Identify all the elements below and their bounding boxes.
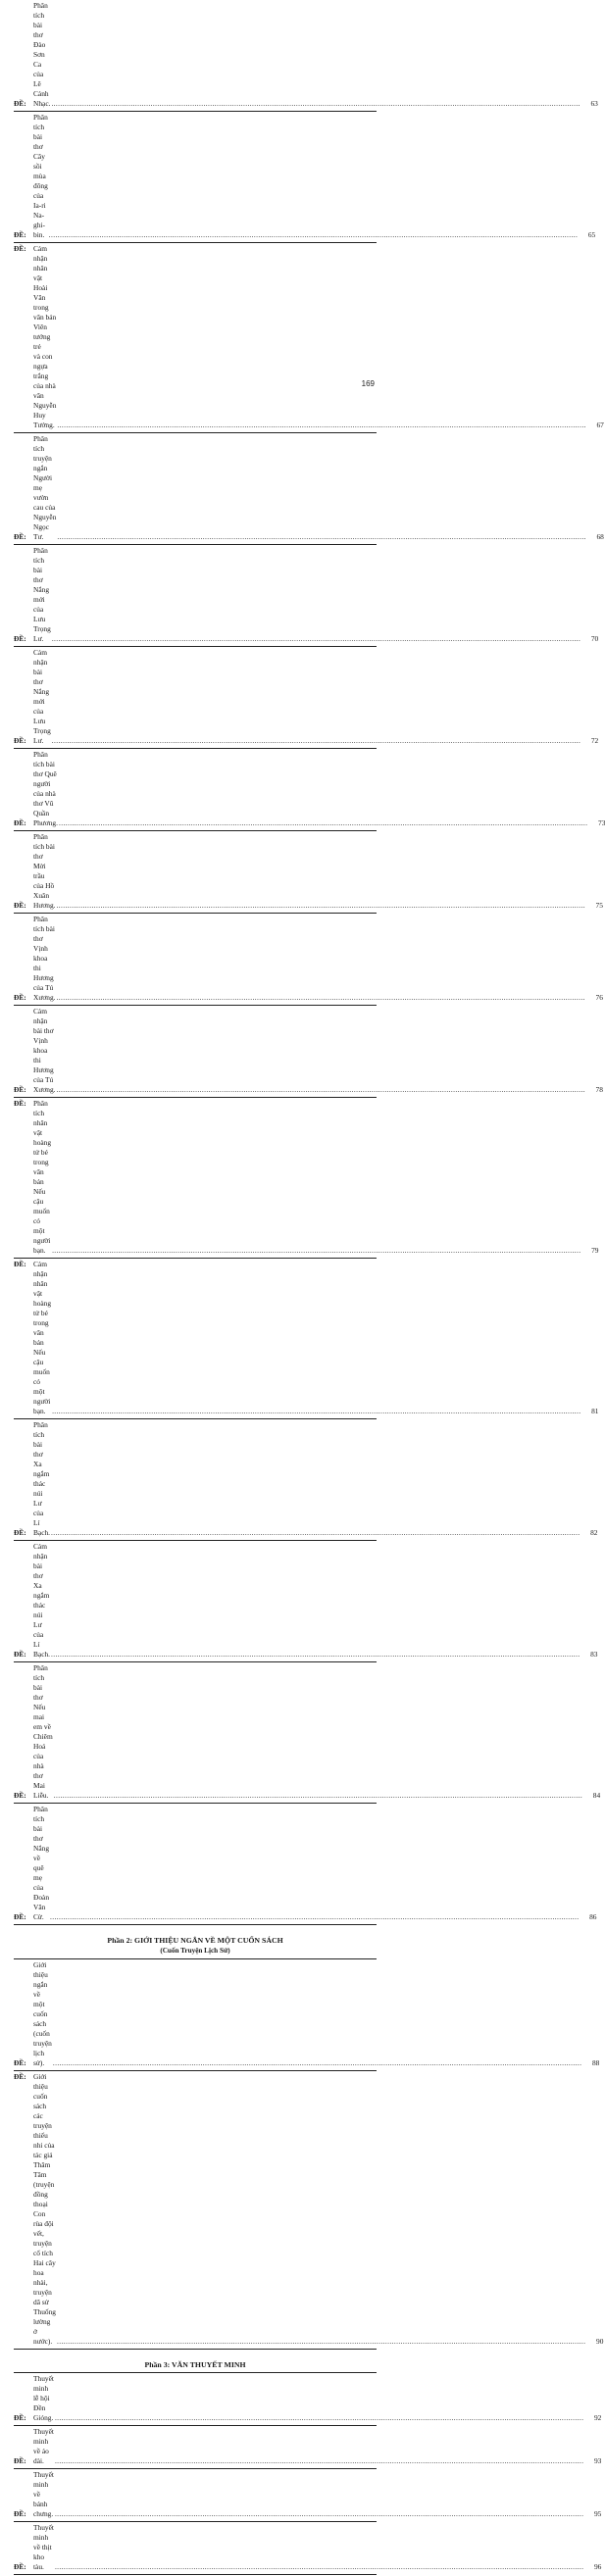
toc-entry [14, 546, 599, 644]
toc-entry [14, 1007, 603, 1095]
entry-title-line: Phân tích bài thơ Xa ngắm thác núi Lư của Lí Bạch. [33, 1420, 51, 1537]
divider [14, 2425, 377, 2426]
entry-body [33, 113, 596, 240]
entry-title [33, 434, 56, 542]
entry-page-number: 63 [590, 99, 598, 108]
entry-title [33, 1260, 51, 1416]
entry-title-line: Phân tích bài thơ Nếu mai em về Chiêm Hoá của nhà thơ Mai Liễu. [33, 1663, 53, 1800]
entry-title-line: Giới thiệu cuốn sách các truyện thiếu nhi của tác giả Thâm Tâm [33, 2072, 55, 2179]
entry-label: ĐỀ: [14, 901, 26, 910]
entry-title-line: Giới thiệu ngắn về một cuốn sách (cuốn truyện lịch sử). [33, 1960, 52, 2067]
divider [14, 2468, 377, 2469]
toc-entry [14, 1542, 598, 1660]
dot-leader [57, 421, 585, 430]
entry-title-line: Phân tích bài thơ Nắng mới của Lưu Trọng Lư. [33, 546, 51, 643]
entry-title [33, 2523, 54, 2572]
entry-title-line: Phân tích truyện ngắn Người mẹ vườn cau của Nguyễn Ngọc Tư. [33, 434, 57, 541]
divider [14, 1661, 377, 1662]
entry-body [33, 1099, 599, 1256]
toc-entry [14, 2470, 602, 2519]
entry-title [33, 2427, 54, 2466]
entry-body [33, 2523, 602, 2572]
part2-title: Phần 2: GIỚI THIỆU NGẮN VỀ MỘT CUỐN SÁCH [107, 1936, 283, 1945]
entry-page-number: 88 [591, 2058, 600, 2067]
entry-page-number: 96 [593, 2562, 602, 2571]
toc-entries-part2 [14, 1960, 604, 2350]
table-of-contents [14, 1, 605, 2576]
toc-entry [14, 2374, 602, 2423]
toc-entry [14, 832, 603, 911]
divider [14, 1258, 377, 1259]
entry-title-line: Thuyết minh về thịt kho tàu. [33, 2523, 54, 2571]
entry-body [33, 546, 599, 644]
entry-page-number: 76 [595, 993, 603, 1002]
entry-title-line: Cảm nhận bài thơ Xa ngắm thác núi Lư của Lí Bạch. [33, 1542, 51, 1659]
toc-entry [14, 1260, 599, 1416]
entry-label: ĐỀ: [14, 244, 26, 253]
entry-title-line: Phân tích bài thơ Đào Sơn Ca của Lê Cảnh Nhạc. [33, 1, 51, 108]
entry-body [33, 2470, 602, 2519]
entry-page-number: 95 [593, 2509, 602, 2518]
divider [14, 1803, 377, 1804]
entry-body [33, 648, 599, 746]
entry-page-number: 93 [593, 2456, 602, 2465]
entry-title [33, 1, 50, 109]
divider [14, 913, 377, 914]
divider [14, 646, 377, 647]
toc-entry [14, 1960, 600, 2068]
entry-title-line: Thuyết minh lễ hội Đền Gióng. [33, 2374, 54, 2422]
entry-page-number: 84 [592, 1791, 601, 1800]
entry-body [33, 1663, 601, 1801]
part2-subtitle: (Cuốn Truyện Lịch Sử) [160, 1947, 230, 1955]
entry-page-number: 92 [593, 2413, 602, 2422]
toc-entry [14, 2072, 604, 2347]
divider [14, 2372, 377, 2373]
entry-page-number: 72 [590, 736, 599, 745]
divider [14, 1924, 377, 1925]
divider [14, 2574, 377, 2575]
entry-body [33, 434, 604, 542]
entry-page-number: 81 [591, 1407, 599, 1415]
entry-body [33, 2072, 604, 2347]
entry-title [33, 750, 58, 828]
divider [14, 544, 377, 545]
entry-title [33, 832, 56, 911]
entry-title-line: Phân tích bài thơ Mời trầu của Hồ Xuân Hương. [33, 832, 56, 910]
entry-title-line: và con ngựa trắng của nhà văn Nguyễn Huy Tưởng. [33, 352, 57, 429]
dot-leader [55, 2456, 583, 2466]
entry-body [33, 1260, 599, 1416]
entry-page-number: 65 [587, 230, 596, 239]
toc-entry [14, 915, 603, 1003]
entry-title-line: Phân tích bài thơ Nắng về quê mẹ của Đoàn Văn Cừ. [33, 1805, 50, 1921]
entry-title-line: một người bạn. [33, 1226, 51, 1255]
entry-title-line: Cảm nhận bài thơ Nắng mới của Lưu Trọng Lư. [33, 648, 51, 745]
divider [14, 242, 377, 243]
entry-title [33, 1805, 49, 1922]
entry-title [33, 2374, 54, 2423]
dot-leader [52, 736, 580, 746]
dot-leader [55, 2562, 583, 2572]
entry-title-line: Thuyết minh về áo dài. [33, 2427, 54, 2465]
entry-title [33, 1007, 56, 1095]
toc-entry [14, 1663, 601, 1801]
entry-body [33, 1420, 598, 1538]
toc-entry [14, 434, 604, 542]
entry-title-line: Phân tích nhân vật hoàng tử bé trong văn bản Nếu cậu muốn có [33, 1099, 52, 1225]
entry-label: ĐỀ: [14, 2413, 26, 2422]
toc-entry [14, 2427, 602, 2466]
toc-entry [14, 648, 599, 746]
entry-label: ĐỀ: [14, 1912, 26, 1921]
entry-body [33, 1007, 603, 1095]
entry-page-number: 83 [590, 1650, 598, 1659]
entry-page-number: 67 [596, 421, 604, 429]
entry-body [33, 2374, 602, 2423]
page-number: 169 [361, 379, 375, 388]
toc-entries-part3 [14, 2374, 602, 2575]
divider [14, 2070, 377, 2071]
entry-label: ĐỀ: [14, 230, 26, 239]
entry-title [33, 648, 51, 746]
entry-body [33, 1542, 598, 1660]
dot-leader [52, 634, 580, 644]
entry-title [33, 915, 55, 1003]
entry-title [33, 1099, 51, 1256]
divider [14, 1418, 377, 1419]
dot-leader [52, 1407, 580, 1416]
dot-leader [49, 230, 578, 240]
entry-label: ĐỀ: [14, 2058, 26, 2067]
entry-title-line: Cảm nhận bài thơ Vịnh khoa thi Hương của Tú Xương. [33, 1007, 56, 1094]
entry-label: ĐỀ: [14, 2072, 26, 2081]
entry-page-number: 73 [598, 818, 605, 827]
entry-title [33, 2470, 54, 2519]
divider [14, 2521, 377, 2522]
entry-title [33, 2072, 56, 2347]
entry-label: ĐỀ: [14, 634, 26, 643]
entry-body [33, 1805, 597, 1922]
toc-entry [14, 113, 596, 240]
entry-title [33, 113, 48, 240]
entry-title-line: (truyện đồng thoại Con rùa đội vết, truyện cổ tích Hai cây hoa nhài, [33, 2180, 56, 2287]
entry-page-number: 78 [595, 1085, 603, 1094]
entry-title-line: một người bạn. [33, 1387, 51, 1415]
divider [14, 111, 377, 112]
entry-title-line: Cảm nhận nhân vật hoàng tử bé trong văn bản Nếu cậu muốn có [33, 1260, 52, 1386]
entry-title [33, 1663, 53, 1801]
entry-label: ĐỀ: [14, 532, 26, 541]
entry-page-number: 86 [589, 1912, 597, 1921]
entry-label: ĐỀ: [14, 1260, 26, 1268]
dot-leader [57, 2337, 585, 2347]
divider [14, 748, 377, 749]
entry-page-number: 70 [590, 634, 599, 643]
entry-label: ĐỀ: [14, 1528, 26, 1537]
toc-entry [14, 1805, 597, 1922]
entry-label: ĐỀ: [14, 1650, 26, 1659]
entry-title [33, 1542, 50, 1660]
toc-entry [14, 2523, 602, 2572]
entry-label: ĐỀ: [14, 2562, 26, 2571]
entry-body [33, 244, 604, 430]
divider [14, 432, 377, 433]
dot-leader [56, 993, 584, 1003]
entry-page-number: 90 [596, 2337, 604, 2346]
dot-leader [57, 1085, 585, 1095]
entry-title-line: Phân tích bài thơ Quê người của nhà thơ Vũ Quần Phương. [33, 750, 58, 827]
entry-body [33, 832, 603, 911]
divider [14, 830, 377, 831]
divider [14, 2349, 377, 2350]
dot-leader [50, 1912, 579, 1922]
toc-entries-top [14, 1, 605, 1925]
divider [14, 1958, 377, 1959]
entry-label: ĐỀ: [14, 99, 26, 108]
dot-leader [57, 532, 585, 542]
toc-entry [14, 1099, 599, 1256]
entry-title [33, 244, 56, 430]
entry-title [33, 1420, 50, 1538]
entry-body [33, 1, 598, 109]
entry-title-line: truyện dã sử Thuống lường ở nước). [33, 2288, 56, 2346]
divider [14, 1005, 377, 1006]
entry-page-number: 75 [595, 901, 603, 910]
divider [14, 1097, 377, 1098]
entry-label: ĐỀ: [14, 736, 26, 745]
divider [14, 1540, 377, 1541]
entry-title [33, 1960, 52, 2068]
entry-body [33, 1960, 600, 2068]
entry-title-line: Cảm nhận nhân vật Hoài Văn trong văn bản Viên tướng trẻ [33, 244, 57, 351]
dot-leader [51, 1650, 580, 1660]
toc-entry [14, 1, 598, 109]
entry-page-number: 82 [590, 1528, 598, 1537]
dot-leader [53, 2058, 581, 2068]
entry-page-number: 68 [596, 532, 604, 541]
entry-title-line: Phân tích bài thơ Cây sồi mùa đông của Ia-ri Na-ghi-bin. [33, 113, 48, 239]
toc-entry [14, 1420, 598, 1538]
entry-body [33, 915, 603, 1003]
entry-page-number: 79 [591, 1246, 599, 1255]
dot-leader [57, 901, 585, 911]
dot-leader [59, 818, 587, 828]
entry-label: ĐỀ: [14, 1099, 26, 1108]
entry-label: ĐỀ: [14, 818, 26, 827]
dot-leader [52, 1246, 580, 1256]
entry-body [33, 750, 605, 828]
toc-entry [14, 750, 605, 828]
dot-leader [55, 2509, 583, 2519]
dot-leader [51, 1528, 580, 1538]
dot-leader [55, 2413, 583, 2423]
entry-label: ĐỀ: [14, 2509, 26, 2518]
entry-label: ĐỀ: [14, 1791, 26, 1800]
entry-title-line: Phân tích bài thơ Vịnh khoa thi Hương của Tú Xương. [33, 915, 56, 1002]
dot-leader [54, 1791, 582, 1801]
entry-label: ĐỀ: [14, 993, 26, 1002]
toc-entry [14, 244, 604, 430]
part3-title: Phần 3: VĂN THUYẾT MINH [144, 2360, 246, 2369]
entry-body [33, 2427, 602, 2466]
entry-label: ĐỀ: [14, 2456, 26, 2465]
entry-label: ĐỀ: [14, 1085, 26, 1094]
entry-title [33, 546, 51, 644]
dot-leader [51, 99, 580, 109]
entry-title-line: Thuyết minh về bánh chưng. [33, 2470, 54, 2518]
